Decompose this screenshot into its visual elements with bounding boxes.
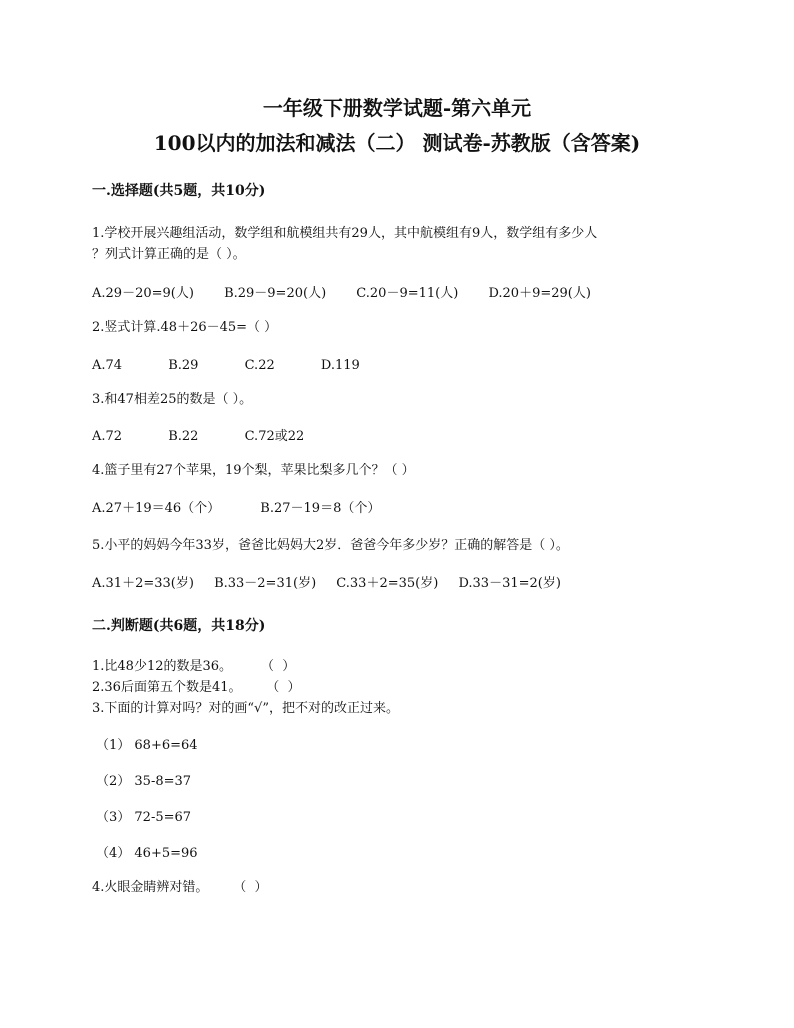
question-1-option-c[interactable]: C.20－9=11(人): [356, 286, 459, 301]
question-2-option-d[interactable]: D.119: [320, 358, 360, 373]
question-3-options: [92, 428, 346, 446]
section-heading-choice: 一.选择题(共5题，共10分): [92, 183, 266, 199]
judgement-2-text: 2.36后面第五个数是41。 （ ）: [92, 680, 301, 695]
question-3-text: 3.和47相差25的数是（ ）。: [92, 392, 253, 407]
question-1-option-d[interactable]: D.20＋9=29(人): [488, 286, 591, 301]
document-title-line-1: 一年级下册数学试题-第六单元: [262, 96, 532, 120]
document-title-line-2: 100以内的加法和减法（二） 测试卷-苏教版（含答案): [153, 131, 641, 155]
question-4-options: [92, 500, 406, 518]
question-1-option-a[interactable]: A.29－20=9(人): [92, 286, 194, 301]
question-2-option-b[interactable]: B.29: [168, 358, 199, 373]
question-1-option-b[interactable]: B.29－9=20(人): [224, 286, 327, 301]
question-3-option-b[interactable]: B.22: [168, 429, 199, 444]
judgement-3-item-1: （1） 68+6=64: [96, 738, 198, 753]
question-5-option-b[interactable]: B.33－2=31(岁): [214, 576, 317, 591]
question-5-text: 5.小平的妈妈今年33岁，爸爸比妈妈大2岁．爸爸今年多少岁？正确的解答是（ ）。: [92, 538, 569, 553]
judgement-3-text: 3.下面的计算对吗？对的画“√”，把不对的改正过来。: [92, 701, 399, 716]
question-1-text-line-1: 1.学校开展兴趣组活动，数学组和航模组共有29人，其中航模组有9人，数学组有多少人: [92, 226, 598, 241]
question-5-option-a[interactable]: A.31＋2=33(岁): [92, 576, 194, 591]
judgement-3-item-4: （4） 46+5=96: [96, 846, 198, 861]
question-1-text-line-2: ？列式计算正确的是（ ）。: [92, 247, 246, 262]
question-4-option-a[interactable]: A.27＋19＝46（个）: [92, 501, 221, 516]
judgement-4-text: 4.火眼金睛辨对错。 （ ）: [92, 880, 268, 895]
question-5-options: [92, 575, 587, 593]
judgement-3-item-2: （2） 35-8=37: [96, 774, 192, 789]
question-2-option-a[interactable]: A.74: [92, 358, 123, 373]
question-5-option-c[interactable]: C.33＋2=35(岁): [336, 576, 439, 591]
question-2-text: 2.竖式计算.48＋26－45=（ ）: [92, 320, 278, 335]
question-1-options: [92, 285, 617, 303]
question-2-option-c[interactable]: C.22: [244, 358, 275, 373]
question-3-option-c[interactable]: C.72或22: [244, 429, 305, 444]
question-4-text: 4.篮子里有27个苹果，19个梨，苹果比梨多几个？（ ）: [92, 463, 415, 478]
section-heading-judgement: 二.判断题(共6题，共18分): [92, 618, 266, 634]
question-3-option-a[interactable]: A.72: [92, 429, 123, 444]
question-2-options: [92, 357, 402, 375]
question-4-option-b[interactable]: B.27－19＝8（个）: [260, 501, 381, 516]
judgement-3-item-3: （3） 72-5=67: [96, 810, 192, 825]
judgement-1-text: 1.比48少12的数是36。 （ ）: [92, 659, 296, 674]
question-5-option-d[interactable]: D.33－31=2(岁): [458, 576, 561, 591]
